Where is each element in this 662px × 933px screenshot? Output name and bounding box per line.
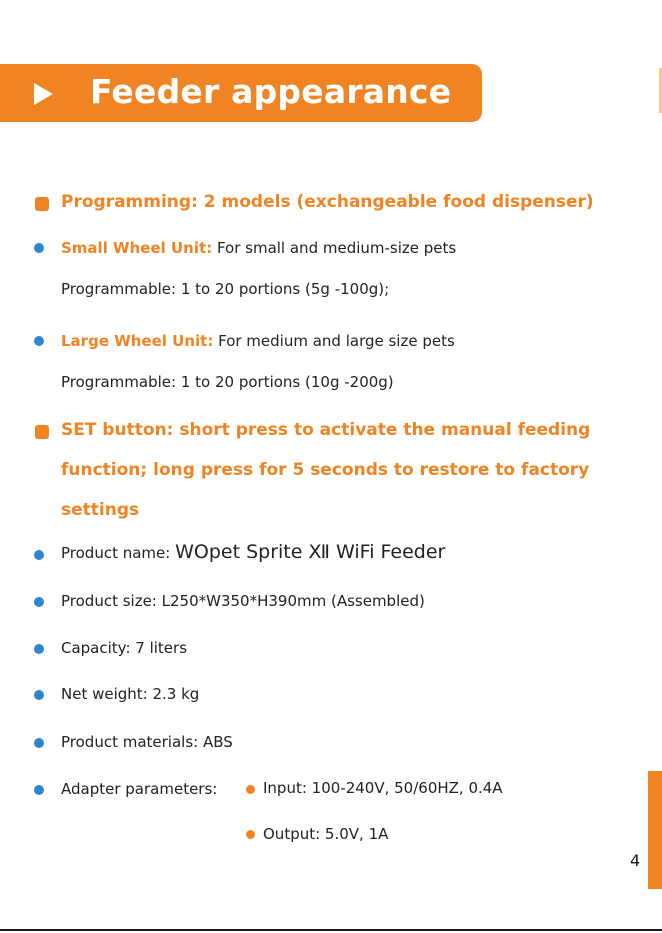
orange-dot-bullet-icon	[246, 830, 255, 839]
page-edge-tab-bottom	[648, 771, 662, 889]
blue-dot-bullet-icon	[34, 550, 44, 560]
play-arrow-icon	[34, 83, 53, 105]
net-weight: Net weight: 2.3 kg	[61, 685, 200, 703]
orange-square-bullet-icon	[35, 197, 49, 211]
product-name-line	[61, 541, 445, 563]
product-name-label: Product name:	[61, 544, 176, 562]
small-wheel-description: For small and medium-size pets	[212, 239, 457, 257]
page-number: 4	[630, 851, 641, 870]
large-wheel-description: For medium and large size pets	[213, 332, 455, 350]
section-title: Feeder appearance	[90, 72, 452, 111]
adapter-output: Output: 5.0V, 1A	[263, 825, 389, 843]
adapter-input: Input: 100-240V, 50/60HZ, 0.4A	[263, 779, 503, 797]
product-name-value: WOpet Sprite Ⅻ WiFi Feeder	[175, 541, 446, 563]
blue-dot-bullet-icon	[34, 597, 44, 607]
large-wheel-programmable: Programmable: 1 to 20 portions (10g -200g)	[61, 373, 394, 391]
programming-heading: Programming: 2 models (exchangeable food dispenser)	[61, 192, 594, 212]
blue-dot-bullet-icon	[34, 785, 44, 795]
set-button-line-2: function; long press for 5 seconds to restore to factory	[61, 460, 590, 480]
small-wheel-programmable: Programmable: 1 to 20 portions (5g -100g);	[61, 280, 390, 298]
bottom-divider	[0, 929, 662, 931]
large-wheel-line	[61, 332, 455, 350]
blue-dot-bullet-icon	[34, 690, 44, 700]
capacity: Capacity: 7 liters	[61, 639, 188, 657]
large-wheel-label: Large Wheel Unit:	[61, 332, 214, 350]
blue-dot-bullet-icon	[34, 644, 44, 654]
blue-dot-bullet-icon	[34, 336, 44, 346]
blue-dot-bullet-icon	[34, 243, 44, 253]
small-wheel-label: Small Wheel Unit:	[61, 239, 213, 257]
blue-dot-bullet-icon	[34, 738, 44, 748]
orange-square-bullet-icon	[35, 425, 49, 439]
small-wheel-line	[61, 239, 456, 257]
product-size: Product size: L250*W350*H390mm (Assembled)	[61, 592, 425, 610]
adapter-label: Adapter parameters:	[61, 780, 218, 798]
orange-dot-bullet-icon	[246, 785, 255, 794]
set-button-line-1: SET button: short press to activate the manual feeding	[61, 420, 591, 440]
product-materials: Product materials: ABS	[61, 733, 233, 751]
section-banner	[0, 64, 482, 122]
set-button-line-3: settings	[61, 500, 140, 520]
